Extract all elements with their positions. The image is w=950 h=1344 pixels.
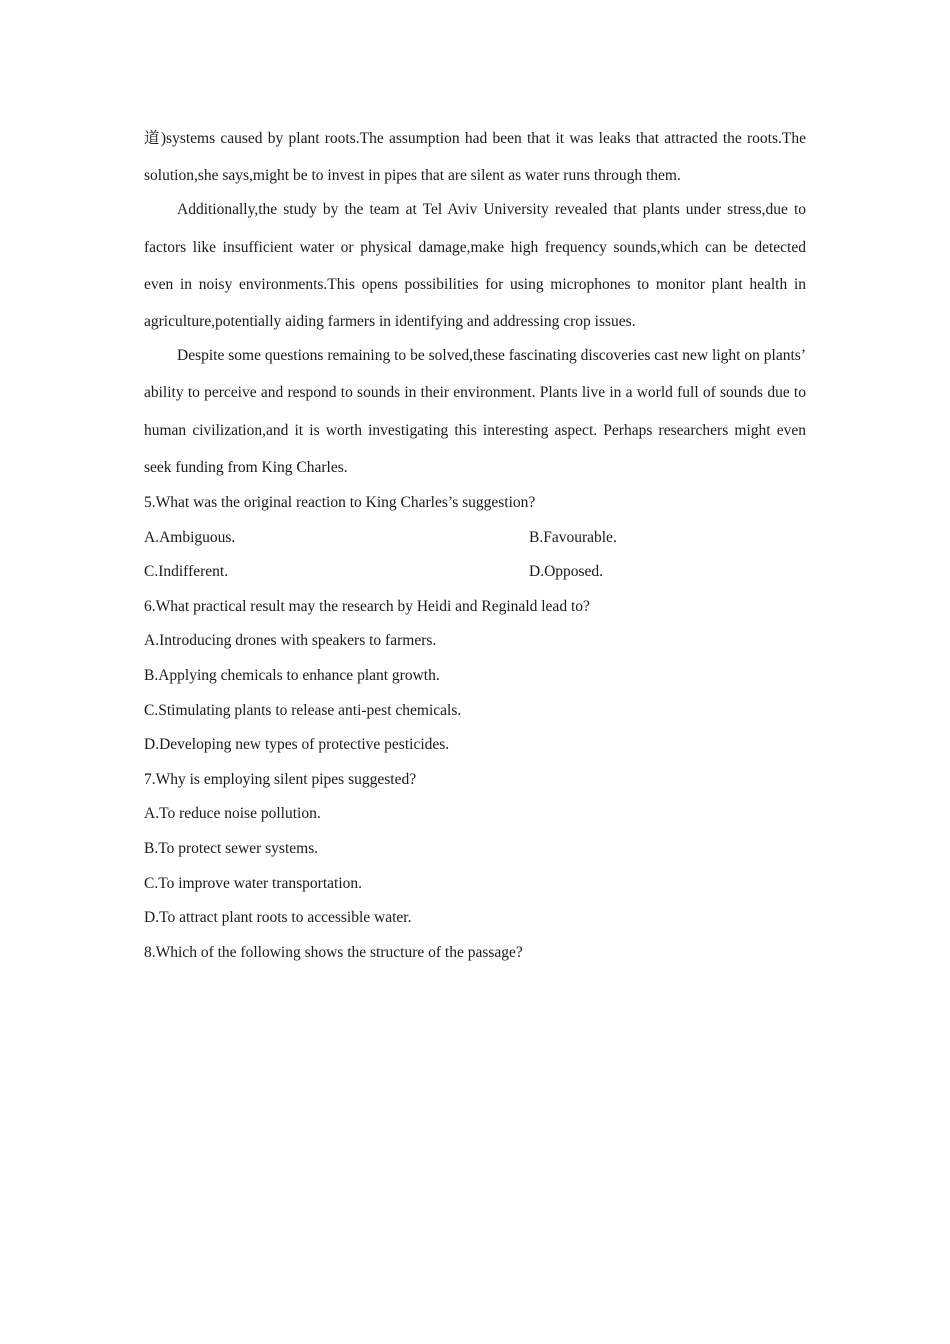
question-5-options-row-2	[144, 555, 806, 590]
question-7-option-c: C.To improve water transportation.	[144, 874, 363, 892]
question-5-option-c: C.Indifferent.	[144, 563, 229, 581]
question-8	[144, 936, 806, 971]
question-6-option-a: A.Introducing drones with speakers to farmers.	[144, 632, 437, 650]
question-7-stem: 7.Why is employing silent pipes suggested?	[144, 770, 417, 788]
question-5	[144, 486, 806, 590]
question-6-option-c: C.Stimulating plants to release anti-pest chemicals.	[144, 701, 462, 719]
question-7-option-a: A.To reduce noise pollution.	[144, 805, 321, 823]
question-7	[144, 763, 806, 936]
document-page	[144, 120, 806, 970]
question-7-option-d: D.To attract plant roots to accessible water.	[144, 909, 412, 927]
question-5-option-b: B.Favourable.	[529, 528, 617, 546]
passage-paragraph-2: Additionally,the study by the team at Tel Aviv University revealed that plants under stress,due to factors like insufficient water or physical damage,make high frequency sounds,which can be detected even in noisy environments.This opens possibilities for using microphones to monitor plant health in agriculture,potentially aiding farmers in identifying and addressing crop issues.	[144, 201, 806, 331]
passage-paragraph-1: 道)systems caused by plant roots.The assumption had been that it was leaks that attracted the roots.The solution,she says,might be to invest in pipes that are silent as water runs through them.	[144, 130, 806, 185]
question-6-option-b: B.Applying chemicals to enhance plant growth.	[144, 667, 440, 684]
question-5-option-a: A.Ambiguous.	[144, 528, 236, 546]
question-6-stem: 6.What practical result may the research by Heidi and Reginald lead to?	[144, 597, 590, 615]
question-5-options-row-1	[144, 521, 806, 556]
question-5-option-d: D.Opposed.	[529, 563, 604, 581]
question-8-stem: 8.Which of the following shows the structure of the passage?	[144, 943, 523, 961]
question-5-stem: 5.What was the original reaction to King Charles’s suggestion?	[144, 494, 536, 512]
question-6-option-d: D.Developing new types of protective pesticides.	[144, 736, 450, 754]
question-6	[144, 590, 806, 763]
question-7-option-b: B.To protect sewer systems.	[144, 839, 319, 857]
passage-paragraph-3: Despite some questions remaining to be solved,these fascinating discoveries cast new light on plants’ ability to perceive and respond to sounds in their environment. Plants live in a world full of sounds due to human civilization,and it is worth investigating this interesting aspect. Perhaps researchers might even seek funding from King Charles.	[144, 347, 806, 476]
